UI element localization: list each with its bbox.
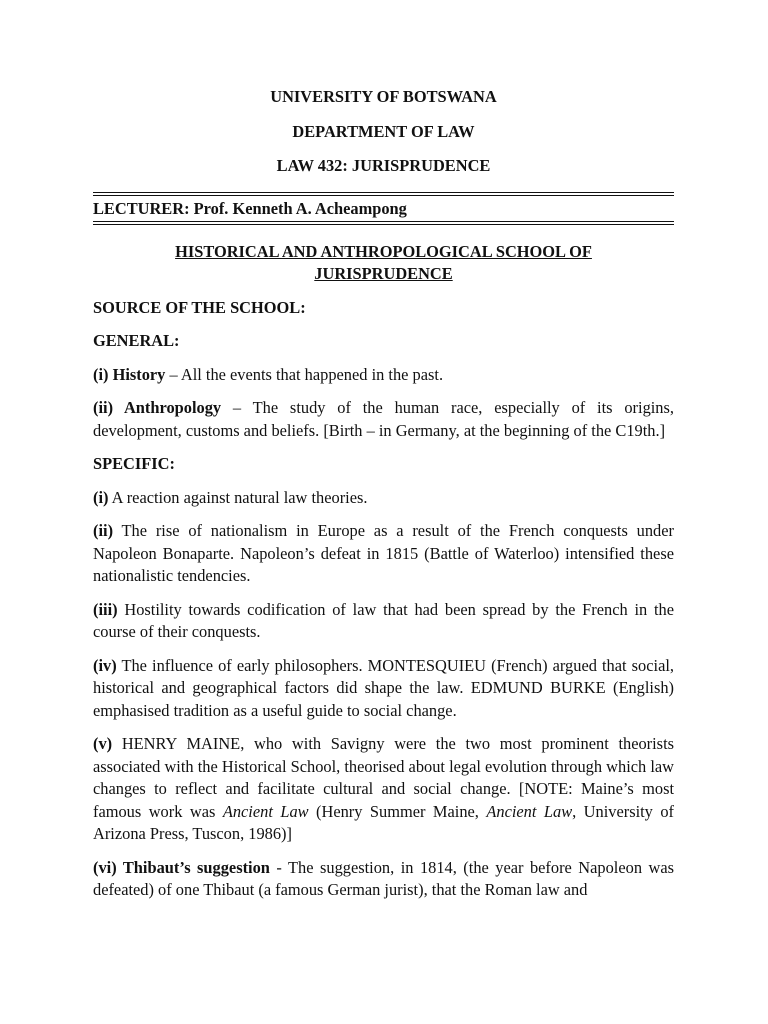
general-item-history	[93, 364, 674, 387]
bottom-rule	[93, 221, 674, 225]
university-name: UNIVERSITY OF BOTSWANA	[270, 87, 497, 106]
document-content	[93, 86, 674, 902]
department-name: DEPARTMENT OF LAW	[292, 121, 475, 141]
item-text-end: , University of Arizona Press, Tuscon, 1986)]	[93, 801, 674, 843]
lecturer-line: LECTURER: Prof. Kenneth A. Acheampong	[93, 198, 407, 218]
book-title-italic: Ancient Law	[486, 801, 573, 821]
item-text: Hostility towards codification of law that had been spread by the French in the course of their conquests.	[93, 599, 674, 641]
item-label: (iii)	[93, 599, 118, 619]
top-rule	[93, 192, 674, 196]
lecturer-block	[93, 192, 674, 225]
item-text: The rise of nationalism in Europe as a result of the French conquests under Napoleon Bonaparte. Napoleon’s defeat in 1815 (Battle of Waterloo) intensified these nationalistic tendencies.	[93, 521, 674, 585]
item-text: - The suggestion, in 1814, (the year before Napoleon was defeated) of one Thibaut (a famous German jurist), that the Roman law and	[93, 857, 674, 899]
general-heading: GENERAL:	[93, 331, 180, 350]
item-label: (v)	[93, 734, 113, 753]
item-text-cont: (Henry Summer Maine,	[308, 801, 487, 821]
specific-item-4	[93, 655, 674, 723]
document-title-line2: JURISPRUDENCE	[314, 264, 453, 283]
item-text: A reaction against natural law theories.	[108, 487, 368, 507]
general-item-anthropology	[93, 397, 674, 442]
item-label: (ii)	[93, 521, 114, 540]
item-text: – All the events that happened in the past.	[165, 364, 444, 384]
specific-item-3	[93, 599, 674, 644]
document-title-line1: HISTORICAL AND ANTHROPOLOGICAL SCHOOL OF	[175, 241, 592, 261]
specific-heading: SPECIFIC:	[93, 454, 175, 473]
item-label: (i) History	[93, 364, 166, 384]
item-label: (iv)	[93, 655, 117, 675]
specific-item-1	[93, 487, 674, 510]
book-title-italic: Ancient Law	[222, 801, 309, 821]
item-label: (vi) Thibaut’s suggestion	[93, 857, 270, 877]
specific-item-2	[93, 520, 674, 588]
source-heading: SOURCE OF THE SCHOOL:	[93, 297, 306, 317]
item-label: (i)	[93, 487, 109, 507]
item-text: The influence of early philosophers. MONTESQUIEU (French) argued that social, historical and geographical factors did shape the law. EDMUND BURKE (English) emphasised tradition as a useful guide to social change.	[93, 655, 674, 720]
specific-item-5	[93, 733, 674, 846]
specific-item-6	[93, 857, 674, 902]
item-text: HENRY MAINE, who with Savigny were the two most prominent theorists associated with the Historical School, theorised about legal evolution through which law changes to reflect and facilitate cultural and social change. [NOTE: Maine’s most famous work was	[93, 734, 674, 821]
item-text: – The study of the human race, especially of its origins, development, customs and beliefs. [Birth – in Germany, at the beginning of the C19th.]	[93, 398, 674, 440]
item-label: (ii) Anthropology	[93, 398, 222, 417]
course-name: LAW 432: JURISPRUDENCE	[276, 156, 491, 175]
